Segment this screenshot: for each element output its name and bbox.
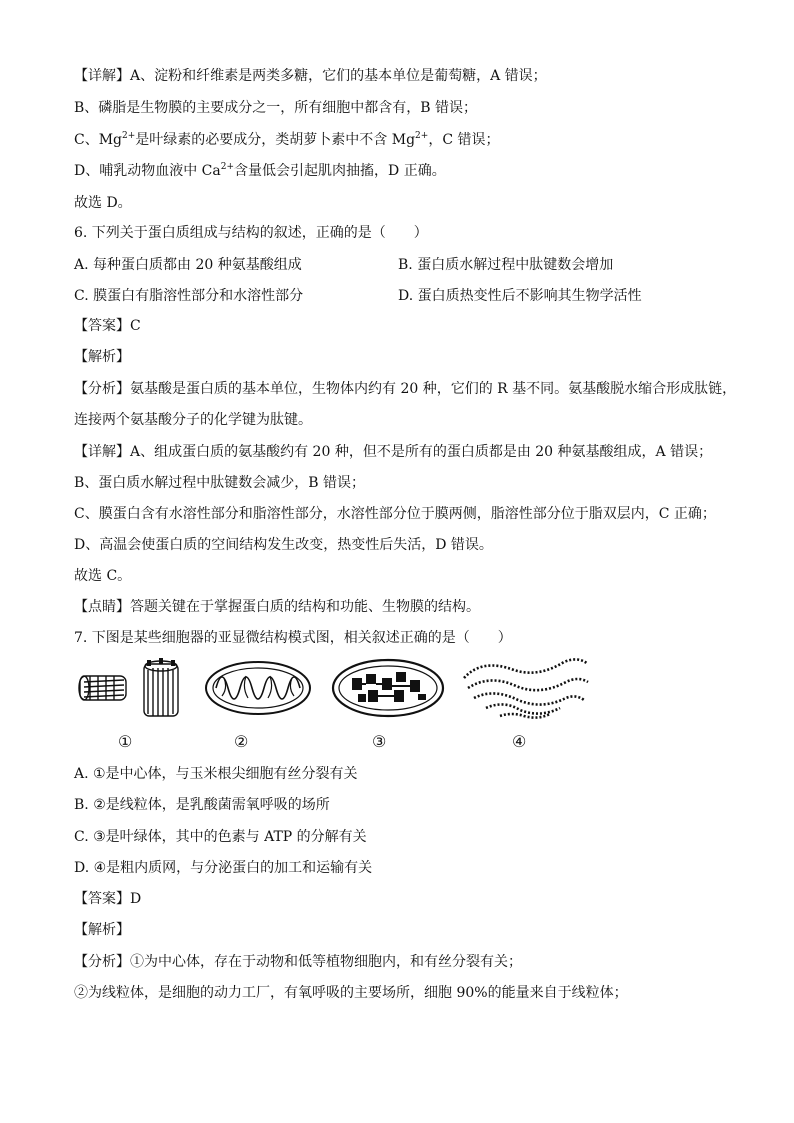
figure-label-3: ③ <box>372 732 387 751</box>
q7-option-c: C. ③是叶绿体，其中的色素与 ATP 的分解有关 <box>74 829 367 845</box>
q6-fenxi-line1: 【分析】氨基酸是蛋白质的基本单位，生物体内约有 20 种，它们的 R 基不同。氨基酸脱水缩合形成肽链， <box>74 381 737 397</box>
q6-detail-d: D、高温会使蛋白质的空间结构发生改变，热变性后失活，D 错误。 <box>74 537 493 553</box>
mitochondrion-illustration <box>202 656 314 720</box>
q6-analysis-heading: 【解析】 <box>74 349 130 365</box>
q6-option-b: B. 蛋白质水解过程中肽键数会增加 <box>398 257 614 273</box>
q7-stem: 7. 下图是某些细胞器的亚显微结构模式图，相关叙述正确的是（ ） <box>74 630 512 646</box>
q7-fenxi-line2: ②为线粒体，是细胞的动力工厂，有氧呼吸的主要场所，细胞 90%的能量来自于线粒体； <box>74 985 628 1001</box>
q7-option-b: B. ②是线粒体，是乳酸菌需氧呼吸的场所 <box>74 797 330 813</box>
q5-detail-a: 【详解】A、淀粉和纤维素是两类多糖，它们的基本单位是葡萄糖，A 错误； <box>74 68 547 84</box>
q5-choose: 故选 D。 <box>74 195 132 211</box>
q6-detail-c: C、膜蛋白含有水溶性部分和脂溶性部分，水溶性部分位于膜两侧，脂溶性部分位于脂双层内，C 正确； <box>74 506 716 522</box>
q7-answer: 【答案】D <box>74 891 142 907</box>
q5-detail-c: C、$Mg^{2+}$是叶绿素的必要成分，类胡萝卜素中不含 $Mg^{2+}$，C 错误； <box>74 131 500 148</box>
rough-er-illustration <box>460 656 592 720</box>
q6-answer: 【答案】C <box>74 318 141 334</box>
q7-fenxi-line1: 【分析】①为中心体，存在于动物和低等植物细胞内，和有丝分裂有关； <box>74 954 522 970</box>
chloroplast-illustration <box>330 656 446 720</box>
q6-detail-b: B、蛋白质水解过程中肽键数会减少，B 错误； <box>74 475 366 491</box>
q6-stem: 6. 下列关于蛋白质组成与结构的叙述，正确的是（ ） <box>74 225 428 241</box>
organelle-figure <box>74 656 604 756</box>
q5-detail-d: D、哺乳动物血液中 $Ca^{2+}$含量低会引起肌肉抽搐，D 正确。 <box>74 162 446 179</box>
q6-option-c: C. 膜蛋白有脂溶性部分和水溶性部分 <box>74 288 304 304</box>
centriole-illustration <box>74 656 184 720</box>
q7-analysis-heading: 【解析】 <box>74 922 130 938</box>
figure-label-4: ④ <box>512 732 527 751</box>
figure-label-2: ② <box>234 732 249 751</box>
q6-option-d: D. 蛋白质热变性后不影响其生物学活性 <box>398 288 642 304</box>
q7-option-a: A. ①是中心体，与玉米根尖细胞有丝分裂有关 <box>74 766 358 782</box>
q6-dianjing: 【点睛】答题关键在于掌握蛋白质的结构和功能、生物膜的结构。 <box>74 599 480 615</box>
q5-detail-b: B、磷脂是生物膜的主要成分之一，所有细胞中都含有，B 错误； <box>74 100 478 116</box>
q7-option-d: D. ④是粗内质网，与分泌蛋白的加工和运输有关 <box>74 860 373 876</box>
q6-option-a: A. 每种蛋白质都由 20 种氨基酸组成 <box>74 257 302 273</box>
q6-choose: 故选 C。 <box>74 568 132 584</box>
q6-detail-a: 【详解】A、组成蛋白质的氨基酸约有 20 种，但不是所有的蛋白质都是由 20 种氨基酸组成，A 错误； <box>74 444 713 460</box>
figure-label-1: ① <box>118 732 133 751</box>
q6-fenxi-line2: 连接两个氨基酸分子的化学键为肽键。 <box>74 412 312 428</box>
